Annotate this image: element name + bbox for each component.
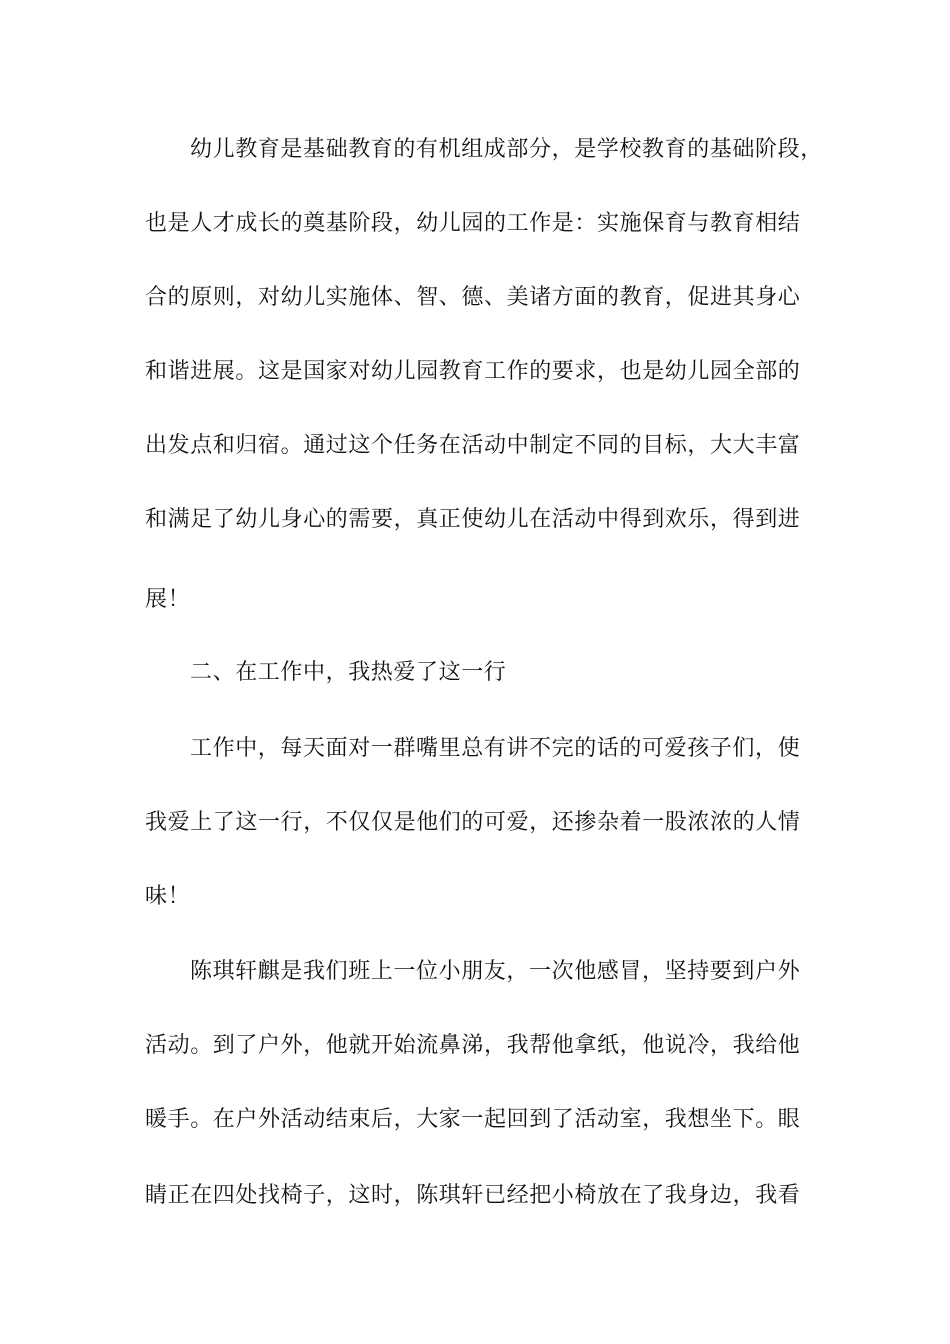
paragraph-line: 合的原则，对幼儿实施体、智、德、美诸方面的教育，促进其身心 [145,285,801,310]
paragraph-line: 和谐进展。这是国家对幼儿园教育工作的要求，也是幼儿园全部的 [145,359,801,384]
paragraph-line: 我爱上了这一行，不仅仅是他们的可爱，还掺杂着一股浓浓的人情 [145,810,801,835]
paragraph-line: 也是人才成长的奠基阶段，幼儿园的工作是：实施保育与教育相结 [145,211,801,236]
paragraph-line: 展！ [145,587,191,612]
paragraph-line: 陈琪轩麒是我们班上一位小朋友，一次他感冒，坚持要到户外 [190,959,801,984]
paragraph-line: 睛正在四处找椅子，这时，陈琪轩已经把小椅放在了我身边，我看 [145,1183,801,1208]
paragraph-line: 工作中，每天面对一群嘴里总有讲不完的话的可爱孩子们，使 [190,736,801,761]
paragraph-line: 活动。到了户外，他就开始流鼻涕，我帮他拿纸，他说冷，我给他 [145,1033,801,1058]
section-heading: 二、在工作中，我热爱了这一行 [190,660,507,685]
paragraph-line: 味！ [145,884,191,909]
paragraph-line: 出发点和归宿。通过这个任务在活动中制定不同的目标，大大丰富 [145,433,801,458]
paragraph-line: 幼儿教育是基础教育的有机组成部分，是学校教育的基础阶段， [190,137,823,162]
paragraph-line: 和满足了幼儿身心的需要，真正使幼儿在活动中得到欢乐，得到进 [145,507,801,532]
paragraph-line: 暖手。在户外活动结束后，大家一起回到了活动室，我想坐下。眼 [145,1107,801,1132]
